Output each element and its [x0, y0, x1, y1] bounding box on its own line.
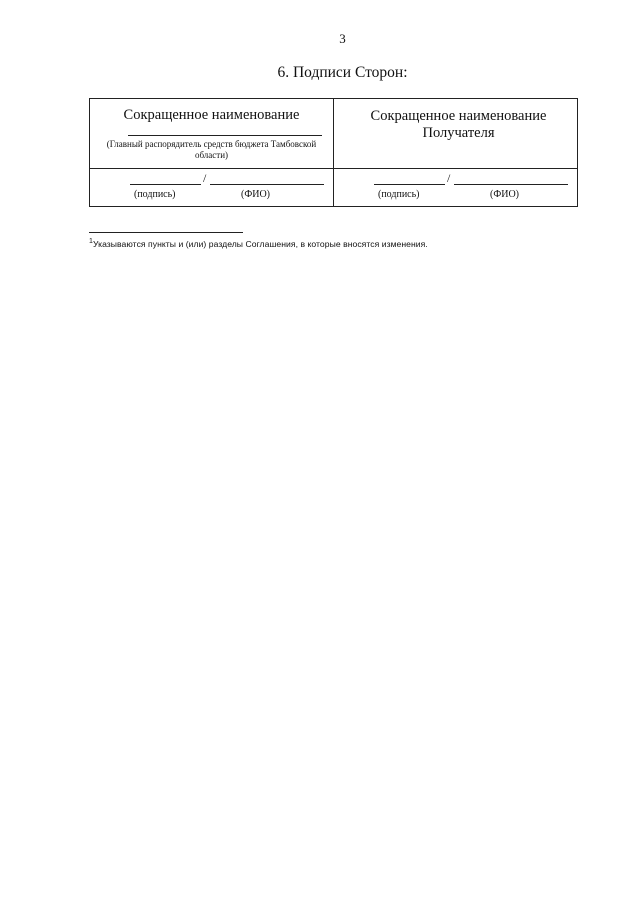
- names-row: [90, 99, 578, 169]
- left-signature-cell: [90, 169, 334, 207]
- section-title: 6. Подписи Сторон:: [277, 64, 408, 81]
- right-party-name-cell: [334, 99, 578, 169]
- left-slash: /: [203, 171, 207, 185]
- right-fio-line: [454, 184, 568, 185]
- right-signature-cell: [334, 169, 578, 207]
- footnote: [89, 238, 428, 249]
- left-fio-caption: (ФИО): [241, 189, 271, 200]
- signature-table: [89, 98, 578, 207]
- left-party-name-caption: (Главный распорядитель средств бюджета Тамбовской области): [106, 139, 317, 160]
- left-party-name-label: Сокращенное наименование: [123, 107, 300, 123]
- left-signature-line: [130, 184, 201, 185]
- left-party-name-cell: [90, 99, 334, 169]
- right-signature-line: [374, 184, 445, 185]
- right-fio-caption: (ФИО): [490, 189, 520, 200]
- footnote-separator: [89, 232, 243, 233]
- footnote-text: Указываются пункты и (или) разделы Соглашения, в которые вносятся изменения.: [92, 239, 428, 249]
- right-slash: /: [447, 171, 451, 185]
- signatures-row: [90, 169, 578, 207]
- page-number: 3: [339, 31, 346, 46]
- left-party-name-line: [128, 135, 322, 136]
- footnote-marker: 1: [89, 238, 93, 245]
- left-fio-line: [210, 184, 324, 185]
- left-signature-caption: (подпись): [134, 189, 176, 200]
- right-party-name-label: Сокращенное наименование Получателя: [370, 108, 547, 141]
- right-signature-caption: (подпись): [378, 189, 420, 200]
